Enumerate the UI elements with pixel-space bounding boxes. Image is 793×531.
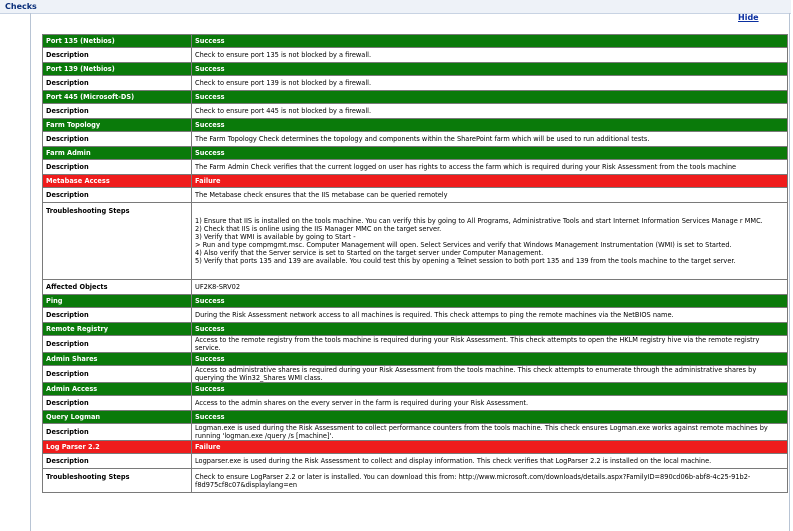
check-description-log-parser-2-2: Logparser.exe is used during the Risk Assessment to collect and display information. This check verifies that LogParser 2.2 is installed on the local machine. (192, 454, 788, 469)
check-header-row (43, 119, 788, 132)
checks-header-bar (0, 0, 791, 14)
check-status-port-139-netbios: Success (192, 63, 788, 76)
check-header-row (43, 441, 788, 454)
description-label: Description (43, 308, 192, 323)
check-header-row (43, 63, 788, 76)
check-description-port-135-netbios: Check to ensure port 135 is not blocked by a firewall. (192, 48, 788, 63)
check-description-port-445-microsoft-ds: Check to ensure port 445 is not blocked by a firewall. (192, 104, 788, 119)
check-description-row (43, 308, 788, 323)
affected-objects-row (43, 280, 788, 295)
check-description-row (43, 424, 788, 441)
description-label: Description (43, 366, 192, 383)
description-label: Description (43, 336, 192, 353)
description-label: Description (43, 396, 192, 411)
description-label: Description (43, 188, 192, 203)
check-name-port-135-netbios: Port 135 (Netbios) (43, 35, 192, 48)
affected-objects-metabase-access: UF2K8-SRV02 (192, 280, 788, 295)
check-header-row (43, 383, 788, 396)
affected-objects-label: Affected Objects (43, 280, 192, 295)
check-status-remote-registry: Success (192, 323, 788, 336)
check-description-row (43, 76, 788, 91)
hide-link[interactable]: Hide (738, 13, 759, 22)
right-divider (789, 13, 790, 531)
description-label: Description (43, 454, 192, 469)
check-header-row (43, 323, 788, 336)
check-description-metabase-access: The Metabase check ensures that the IIS metabase can be queried remotely (192, 188, 788, 203)
check-name-farm-admin: Farm Admin (43, 147, 192, 160)
check-status-ping: Success (192, 295, 788, 308)
check-status-admin-access: Success (192, 383, 788, 396)
troubleshooting-steps-metabase-access: 1) Ensure that IIS is installed on the tools machine. You can verify this by going to All Programs, Administrative Tools and start Internet Information Services Manage r MMC. 2) Check that IIS is online using the IIS Manager MMC on the target server. 3) Verify that WMI is available by going to Start - > Run and type compmgmt.msc. Computer Management will open. Select Services and verify that Windows Management Instrumentation (WMI) is set to Started. 4) Also verify that the Server service is set to Started on the target server under Computer Management. 5) Verify that ports 135 and 139 are available. You could test this by opening a Telnet session to both port 135 and 139 from the tools machine to the target server. (192, 203, 788, 280)
check-description-row (43, 454, 788, 469)
check-header-row (43, 91, 788, 104)
page-title: Checks (5, 2, 37, 11)
troubleshooting-label: Troubleshooting Steps (43, 469, 192, 493)
check-description-row (43, 366, 788, 383)
check-description-query-logman: Logman.exe is used during the Risk Assessment to collect performance counters from the tools machine. This check ensures Logman.exe works against remote machines by running 'logman.exe /query /s [machine]'. (192, 424, 788, 441)
check-name-farm-topology: Farm Topology (43, 119, 192, 132)
checks-table (42, 34, 788, 493)
troubleshooting-label: Troubleshooting Steps (43, 203, 192, 280)
check-name-log-parser-2-2: Log Parser 2.2 (43, 441, 192, 454)
check-status-log-parser-2-2: Failure (192, 441, 788, 454)
troubleshooting-row (43, 203, 788, 280)
check-description-row (43, 104, 788, 119)
check-description-row (43, 188, 788, 203)
check-header-row (43, 295, 788, 308)
check-description-remote-registry: Access to the remote registry from the tools machine is required during your Risk Assessment. This check attempts to open the HKLM registry hive via the remote registry service. (192, 336, 788, 353)
check-description-row (43, 160, 788, 175)
check-name-ping: Ping (43, 295, 192, 308)
check-description-row (43, 396, 788, 411)
check-description-port-139-netbios: Check to ensure port 139 is not blocked by a firewall. (192, 76, 788, 91)
check-name-port-445-microsoft-ds: Port 445 (Microsoft-DS) (43, 91, 192, 104)
description-label: Description (43, 424, 192, 441)
description-label: Description (43, 160, 192, 175)
check-description-admin-shares: Access to administrative shares is required during your Risk Assessment from the tools machine. This check attempts to enumerate through the administrative shares by querying the Win32_Shares WMI class. (192, 366, 788, 383)
check-description-farm-topology: The Farm Topology Check determines the topology and components within the SharePoint farm which will be used to run additional tests. (192, 132, 788, 147)
check-name-port-139-netbios: Port 139 (Netbios) (43, 63, 192, 76)
check-description-farm-admin: The Farm Admin Check verifies that the current logged on user has rights to access the farm which is required during your Risk Assessment from the tools machine (192, 160, 788, 175)
description-label: Description (43, 132, 192, 147)
check-status-farm-admin: Success (192, 147, 788, 160)
check-status-port-445-microsoft-ds: Success (192, 91, 788, 104)
check-header-row (43, 175, 788, 188)
description-label: Description (43, 48, 192, 63)
check-name-remote-registry: Remote Registry (43, 323, 192, 336)
check-status-metabase-access: Failure (192, 175, 788, 188)
check-header-row (43, 35, 788, 48)
left-divider (30, 13, 31, 531)
check-status-admin-shares: Success (192, 353, 788, 366)
check-status-farm-topology: Success (192, 119, 788, 132)
check-header-row (43, 353, 788, 366)
check-description-row (43, 48, 788, 63)
check-description-row (43, 336, 788, 353)
description-label: Description (43, 104, 192, 119)
check-description-row (43, 132, 788, 147)
check-name-admin-access: Admin Access (43, 383, 192, 396)
troubleshooting-steps-log-parser-2-2: Check to ensure LogParser 2.2 or later is installed. You can download this from: http://www.microsoft.com/downloads/details.aspx?FamilyID=890cd06b-abf8-4c25-91b2-f8d975cf8c07&displaylang=en (192, 469, 788, 493)
troubleshooting-row (43, 469, 788, 493)
description-label: Description (43, 76, 192, 91)
check-name-metabase-access: Metabase Access (43, 175, 192, 188)
check-description-admin-access: Access to the admin shares on the every server in the farm is required during your Risk Assessment. (192, 396, 788, 411)
check-status-port-135-netbios: Success (192, 35, 788, 48)
check-description-ping: During the Risk Assessment network access to all machines is required. This check attemps to ping the remote machines via the NetBIOS name. (192, 308, 788, 323)
check-name-admin-shares: Admin Shares (43, 353, 192, 366)
check-header-row (43, 147, 788, 160)
check-status-query-logman: Success (192, 411, 788, 424)
check-header-row (43, 411, 788, 424)
check-name-query-logman: Query Logman (43, 411, 192, 424)
